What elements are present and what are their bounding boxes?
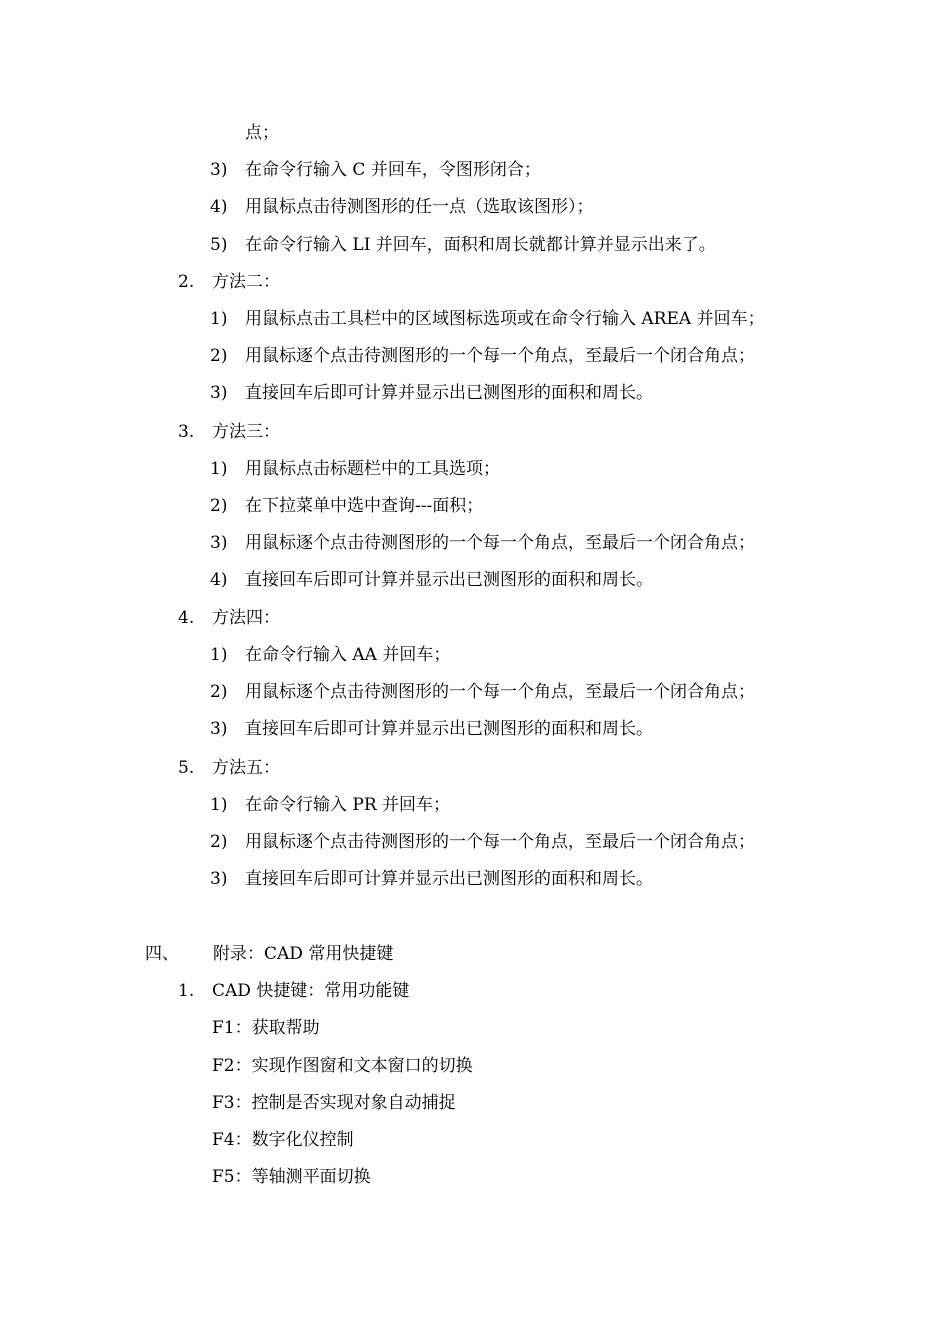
item-text: 直接回车后即可计算并显示出已测图形的面积和周长。 [245,869,653,889]
section-number: 四、 [145,944,179,964]
item-text: 直接回车后即可计算并显示出已测图形的面积和周长。 [245,383,653,403]
item-number: 3) [210,869,228,889]
item-number: 2) [210,832,228,852]
shortcut-item: F4：数字化仪控制 [212,1130,354,1150]
heading-number: 5. [178,758,195,778]
item-text: 用鼠标点击待测图形的任一点（选取该图形）； [245,197,594,217]
shortcut-item: F1：获取帮助 [212,1018,320,1038]
heading-number: 4. [178,608,195,628]
item-text: 用鼠标逐个点击待测图形的一个每一个角点，至最后一个闭合角点； [245,533,755,553]
heading-text: CAD 快捷键：常用功能键 [212,981,410,1001]
item-number: 2) [210,346,228,366]
continuation-text: 点； [245,123,279,143]
heading-text: 方法二： [212,272,280,292]
item-number: 4) [210,197,228,217]
item-number: 4) [210,570,228,590]
item-number: 3) [210,533,228,553]
heading-number: 3. [178,422,195,442]
heading-text: 方法三： [212,422,280,442]
item-number: 3) [210,383,228,403]
item-number: 5) [210,235,228,255]
item-number: 2) [210,496,228,516]
item-text: 用鼠标逐个点击待测图形的一个每一个角点，至最后一个闭合角点； [245,682,755,702]
item-text: 直接回车后即可计算并显示出已测图形的面积和周长。 [245,719,653,739]
item-text: 在命令行输入 C 并回车，令图形闭合； [245,160,541,180]
item-number: 3) [210,160,228,180]
heading-number: 2. [178,272,195,292]
shortcut-item: F5：等轴测平面切换 [212,1167,371,1187]
heading-text: 方法五： [212,758,280,778]
item-number: 1) [210,309,228,329]
item-number: 3) [210,719,228,739]
item-text: 直接回车后即可计算并显示出已测图形的面积和周长。 [245,570,653,590]
shortcut-item: F2：实现作图窗和文本窗口的切换 [212,1056,473,1076]
section-title: 附录：CAD 常用快捷键 [213,944,394,964]
shortcut-item: F3：控制是否实现对象自动捕捉 [212,1093,456,1113]
item-text: 在命令行输入 LI 并回车，面积和周长就都计算并显示出来了。 [245,235,716,255]
item-text: 在命令行输入 PR 并回车； [245,795,451,815]
item-text: 在下拉菜单中选中查询---面积； [245,496,484,516]
item-number: 1) [210,645,228,665]
item-text: 用鼠标点击工具栏中的区域图标选项或在命令行输入 AREA 并回车； [245,309,765,329]
heading-text: 方法四： [212,608,280,628]
item-text: 用鼠标逐个点击待测图形的一个每一个角点，至最后一个闭合角点； [245,832,755,852]
item-text: 在命令行输入 AA 并回车； [245,645,451,665]
item-number: 1) [210,459,228,479]
item-number: 2) [210,682,228,702]
heading-number: 1. [178,981,195,1001]
item-text: 用鼠标逐个点击待测图形的一个每一个角点，至最后一个闭合角点； [245,346,755,366]
item-number: 1) [210,795,228,815]
item-text: 用鼠标点击标题栏中的工具选项； [245,459,500,479]
